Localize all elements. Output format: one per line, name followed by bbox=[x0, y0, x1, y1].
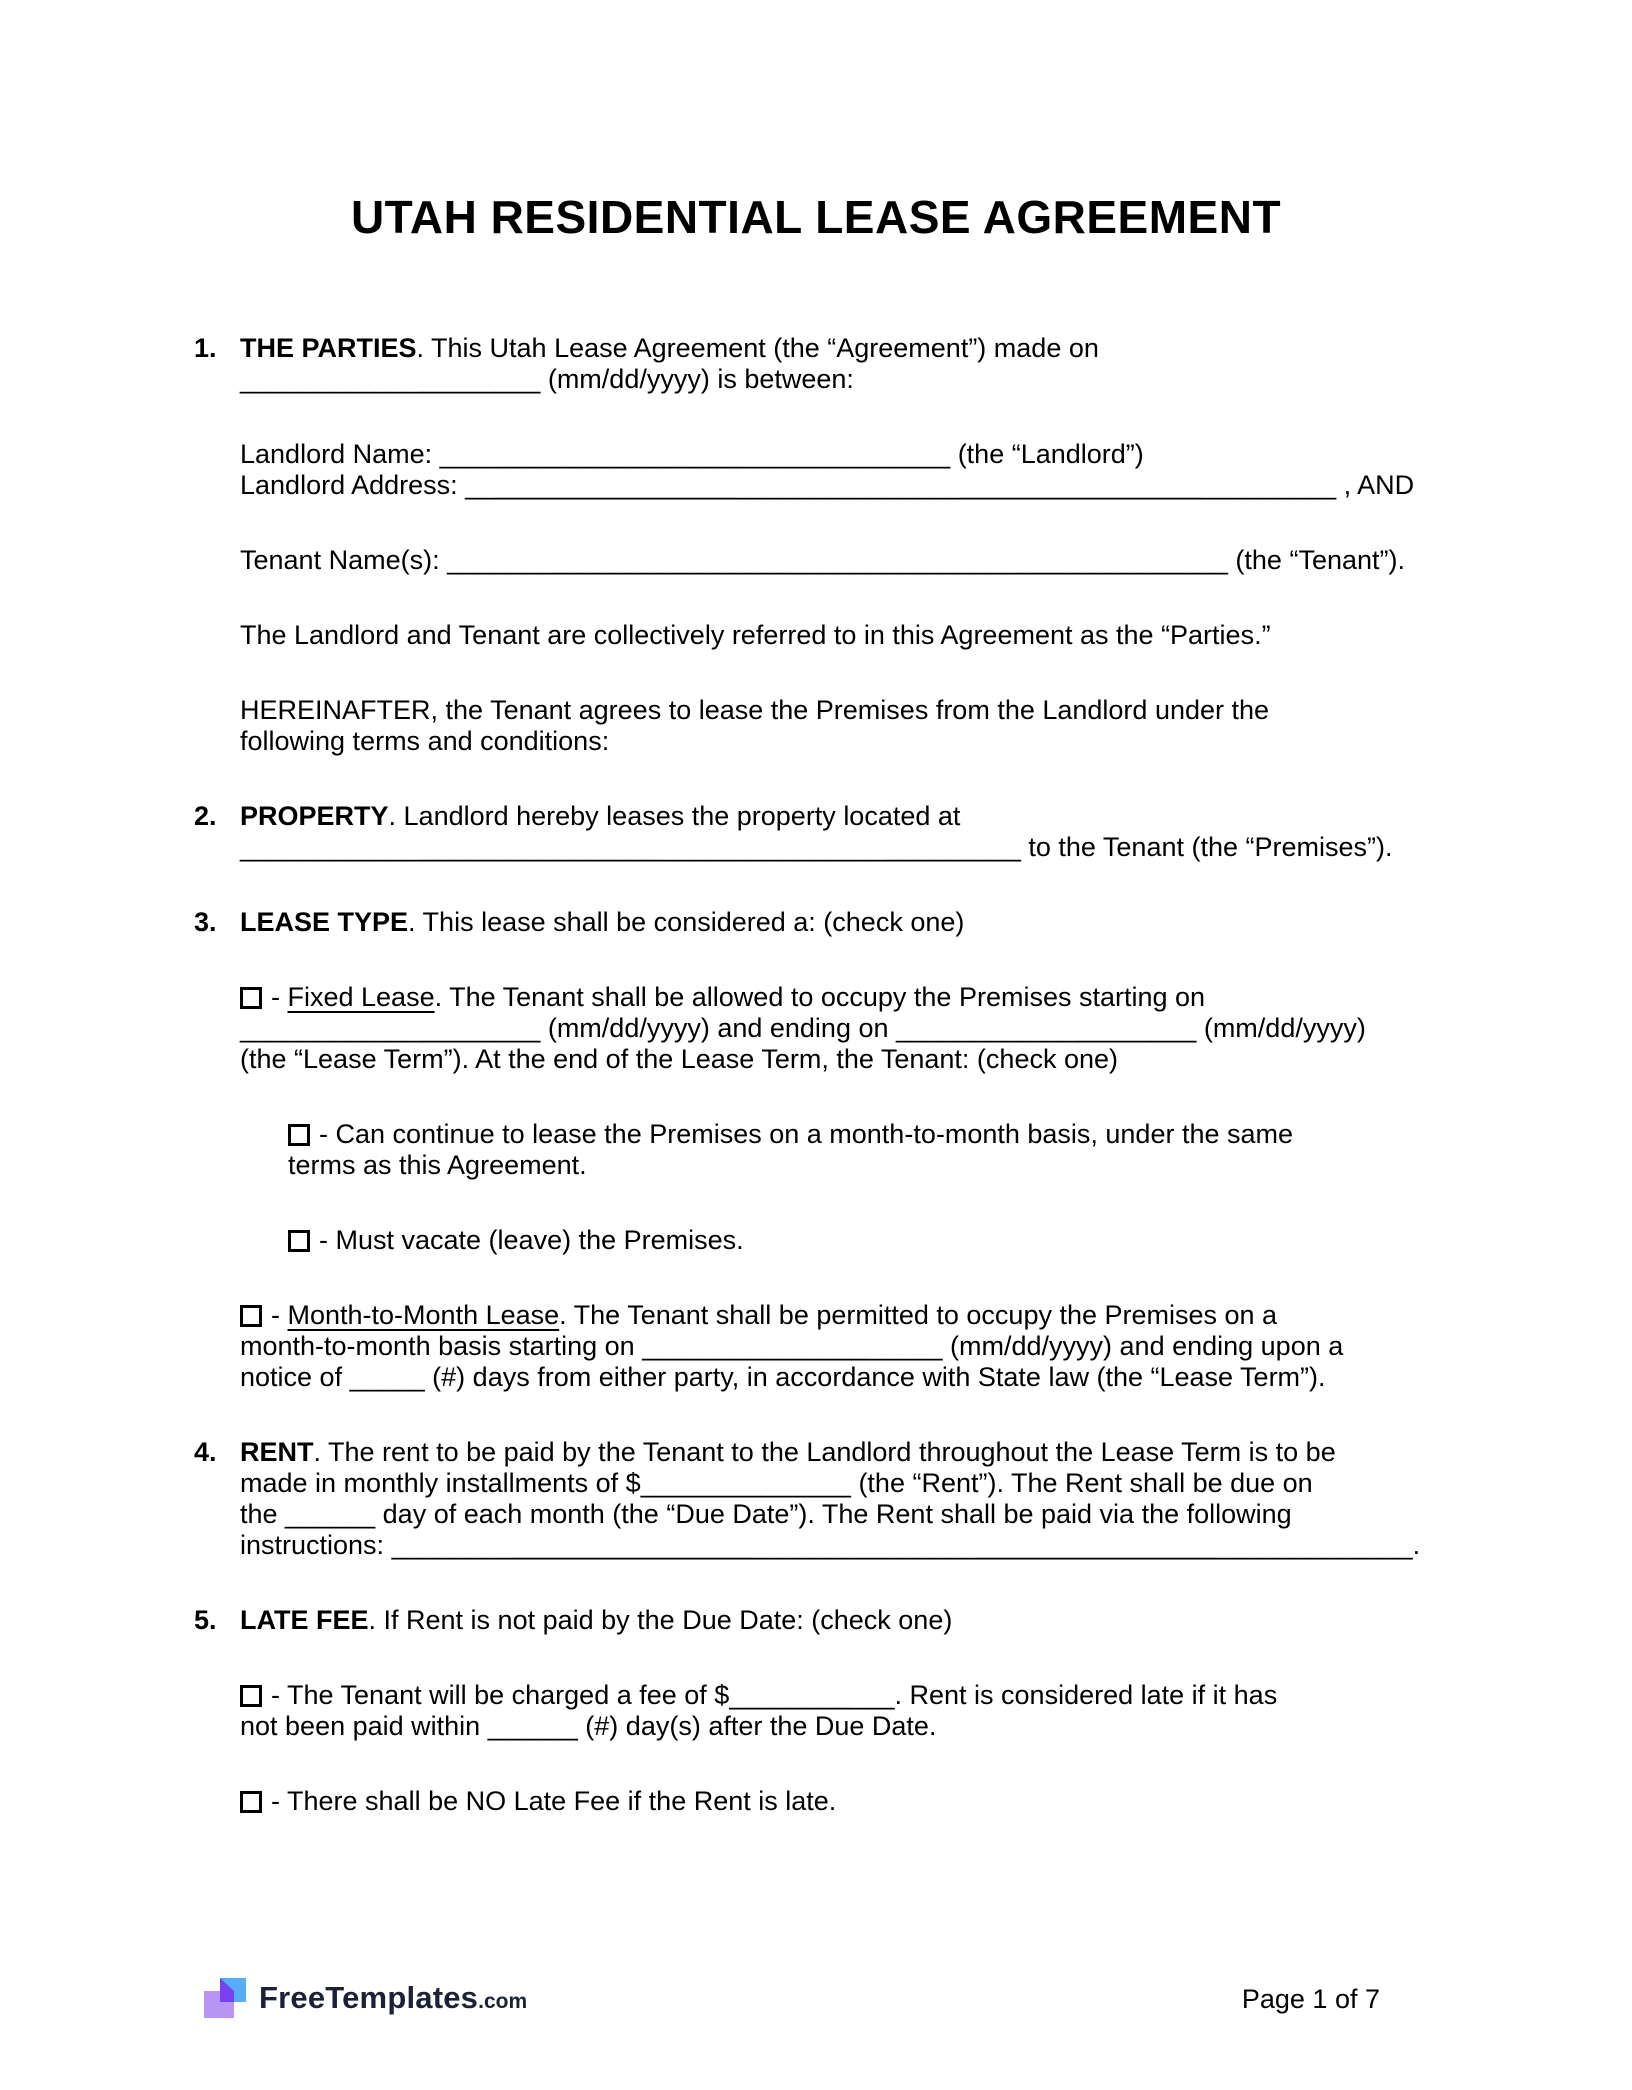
m2m-notice-post-text: (#) days from either party, in accordance with State law (the “Lease Term”). bbox=[424, 1362, 1326, 1392]
page-number: Page 1 of 7 bbox=[1241, 1984, 1380, 2014]
checkbox-must-vacate[interactable] bbox=[288, 1230, 310, 1252]
lease-type-heading-paragraph bbox=[240, 907, 1482, 938]
section-rent bbox=[194, 1437, 1482, 1561]
no-late-fee-text: - There shall be NO Late Fee if the Rent is late. bbox=[271, 1786, 837, 1816]
landlord-address-blank[interactable]: __________________________________________________________ bbox=[465, 470, 1337, 500]
checkbox-fixed-lease[interactable] bbox=[240, 987, 262, 1009]
section-number: 3. bbox=[194, 907, 217, 937]
fixed-start-date-blank[interactable]: ____________________ bbox=[240, 1013, 541, 1043]
m2m-start-date-blank[interactable]: ____________________ bbox=[642, 1331, 943, 1361]
landlord-name-suffix: (the “Landlord”) bbox=[950, 439, 1144, 469]
rent-instructions-label: instructions: bbox=[240, 1530, 392, 1560]
no-late-fee-paragraph bbox=[240, 1786, 1482, 1817]
section-number: 2. bbox=[194, 801, 217, 831]
section-parties bbox=[194, 333, 1482, 757]
landlord-paragraph bbox=[240, 439, 1482, 501]
lease-type-intro-text: . This lease shall be considered a: (check one) bbox=[408, 907, 965, 937]
section-number: 4. bbox=[194, 1437, 217, 1467]
rent-amount-pre-text: made in monthly installments of $ bbox=[240, 1468, 641, 1498]
fixed-end-date-blank[interactable]: ____________________ bbox=[896, 1013, 1197, 1043]
m2m-start-post-text: (mm/dd/yyyy) and ending upon a bbox=[942, 1331, 1344, 1361]
freetemplates-logo-icon bbox=[204, 1978, 246, 2018]
section-number: 5. bbox=[194, 1605, 217, 1635]
rent-paragraph bbox=[240, 1437, 1482, 1561]
fixed-dates-suffix-text: (mm/dd/yyyy) bbox=[1196, 1013, 1366, 1043]
landlord-address-suffix: , AND bbox=[1336, 470, 1415, 500]
fixed-lease-text: . The Tenant shall be allowed to occupy the Premises starting on bbox=[434, 982, 1206, 1012]
late-fee-days-post-text: (#) day(s) after the Due Date. bbox=[577, 1711, 937, 1741]
tenant-paragraph bbox=[240, 545, 1482, 576]
hereinafter-line-2: following terms and conditions: bbox=[240, 726, 610, 756]
landlord-name-label: Landlord Name: bbox=[240, 439, 440, 469]
option-vacate-paragraph bbox=[288, 1225, 1482, 1256]
late-fee-amount-blank[interactable]: ___________ bbox=[729, 1680, 895, 1710]
fixed-dates-mid-text: (mm/dd/yyyy) and ending on bbox=[540, 1013, 896, 1043]
hereinafter-paragraph bbox=[240, 695, 1482, 757]
parties-collective-text: The Landlord and Tenant are collectively referred to in this Agreement as the “Parties.” bbox=[240, 620, 1271, 650]
month-to-month-label: Month-to-Month Lease bbox=[287, 1300, 560, 1330]
parties-intro-paragraph bbox=[240, 333, 1482, 395]
tenant-name-blank[interactable]: ____________________________________________________ bbox=[447, 545, 1228, 575]
m2m-notice-pre-text: notice of bbox=[240, 1362, 350, 1392]
landlord-address-label: Landlord Address: bbox=[240, 470, 466, 500]
tenant-name-suffix: (the “Tenant”). bbox=[1227, 545, 1405, 575]
checkbox-late-fee-charged[interactable] bbox=[240, 1685, 262, 1707]
document-body bbox=[194, 190, 1482, 1861]
property-paragraph bbox=[240, 801, 1482, 863]
late-fee-days-blank[interactable]: ______ bbox=[487, 1711, 578, 1741]
rent-intro-text: . The rent to be paid by the Tenant to the Landlord throughout the Lease Term is to be bbox=[313, 1437, 1336, 1467]
agreement-date-blank[interactable]: ____________________ bbox=[240, 364, 541, 394]
month-to-month-text: . The Tenant shall be permitted to occupy the Premises on a bbox=[559, 1300, 1278, 1330]
dash: - bbox=[271, 982, 288, 1012]
month-to-month-paragraph bbox=[240, 1300, 1482, 1393]
rent-amount-blank[interactable]: ______________ bbox=[640, 1468, 851, 1498]
fixed-lease-label: Fixed Lease bbox=[287, 982, 435, 1012]
option-continue-text: - Can continue to lease the Premises on a month-to-month basis, under the same bbox=[319, 1119, 1294, 1149]
property-suffix-text: to the Tenant (the “Premises”). bbox=[1020, 832, 1393, 862]
rent-instructions-blank[interactable]: ____________________________________________________________________ bbox=[391, 1530, 1413, 1560]
section-heading: LATE FEE bbox=[240, 1605, 369, 1635]
document-title: UTAH RESIDENTIAL LEASE AGREEMENT bbox=[350, 191, 1282, 243]
rent-due-post-text: day of each month (the “Due Date”). The Rent shall be paid via the following bbox=[375, 1499, 1292, 1529]
section-number: 1. bbox=[194, 333, 217, 363]
brand-name: FreeTemplates bbox=[259, 1980, 479, 2015]
section-heading: THE PARTIES bbox=[240, 333, 417, 363]
rent-due-pre-text: the bbox=[240, 1499, 286, 1529]
m2m-start-pre-text: month-to-month basis starting on bbox=[240, 1331, 643, 1361]
tenant-name-label: Tenant Name(s): bbox=[240, 545, 448, 575]
rent-amount-post-text: (the “Rent”). The Rent shall be due on bbox=[850, 1468, 1313, 1498]
rent-due-day-blank[interactable]: ______ bbox=[285, 1499, 376, 1529]
option-continue-text-2: terms as this Agreement. bbox=[288, 1150, 587, 1180]
late-fee-days-pre-text: not been paid within bbox=[240, 1711, 488, 1741]
parties-date-text: (mm/dd/yyyy) is between: bbox=[540, 364, 854, 394]
parties-intro-text: . This Utah Lease Agreement (the “Agreement”) made on bbox=[416, 333, 1099, 363]
checkbox-month-to-month-lease[interactable] bbox=[240, 1305, 262, 1327]
section-lease-type bbox=[194, 907, 1482, 1393]
rent-instructions-period: . bbox=[1412, 1530, 1421, 1560]
section-late-fee bbox=[194, 1605, 1482, 1817]
section-heading: PROPERTY bbox=[240, 801, 389, 831]
m2m-notice-days-blank[interactable]: _____ bbox=[349, 1362, 425, 1392]
parties-collective-paragraph bbox=[240, 620, 1482, 651]
property-address-blank[interactable]: ____________________________________________________ bbox=[240, 832, 1021, 862]
fixed-lease-paragraph bbox=[240, 982, 1482, 1075]
checkbox-continue-month-to-month[interactable] bbox=[288, 1124, 310, 1146]
late-fee-pre-text: - The Tenant will be charged a fee of $ bbox=[271, 1680, 730, 1710]
late-fee-intro-text: . If Rent is not paid by the Due Date: (check one) bbox=[368, 1605, 953, 1635]
dash: - bbox=[271, 1300, 288, 1330]
late-fee-heading-paragraph bbox=[240, 1605, 1482, 1636]
brand-wordmark bbox=[259, 1980, 527, 2016]
landlord-name-blank[interactable]: __________________________________ bbox=[439, 439, 951, 469]
late-fee-charged-paragraph bbox=[240, 1680, 1482, 1742]
option-continue-paragraph bbox=[288, 1119, 1482, 1181]
fixed-lease-term-text: (the “Lease Term”). At the end of the Lease Term, the Tenant: (check one) bbox=[240, 1044, 1119, 1074]
late-fee-post-text: . Rent is considered late if it has bbox=[894, 1680, 1278, 1710]
footer-brand bbox=[204, 1978, 527, 2018]
checkbox-no-late-fee[interactable] bbox=[240, 1791, 262, 1813]
section-property bbox=[194, 801, 1482, 863]
brand-domain-suffix: .com bbox=[478, 1990, 528, 2013]
section-heading: LEASE TYPE bbox=[240, 907, 409, 937]
option-vacate-text: - Must vacate (leave) the Premises. bbox=[319, 1225, 744, 1255]
property-intro-text: . Landlord hereby leases the property located at bbox=[388, 801, 961, 831]
hereinafter-line-1: HEREINAFTER, the Tenant agrees to lease the Premises from the Landlord under the bbox=[240, 695, 1270, 725]
section-heading: RENT bbox=[240, 1437, 314, 1467]
